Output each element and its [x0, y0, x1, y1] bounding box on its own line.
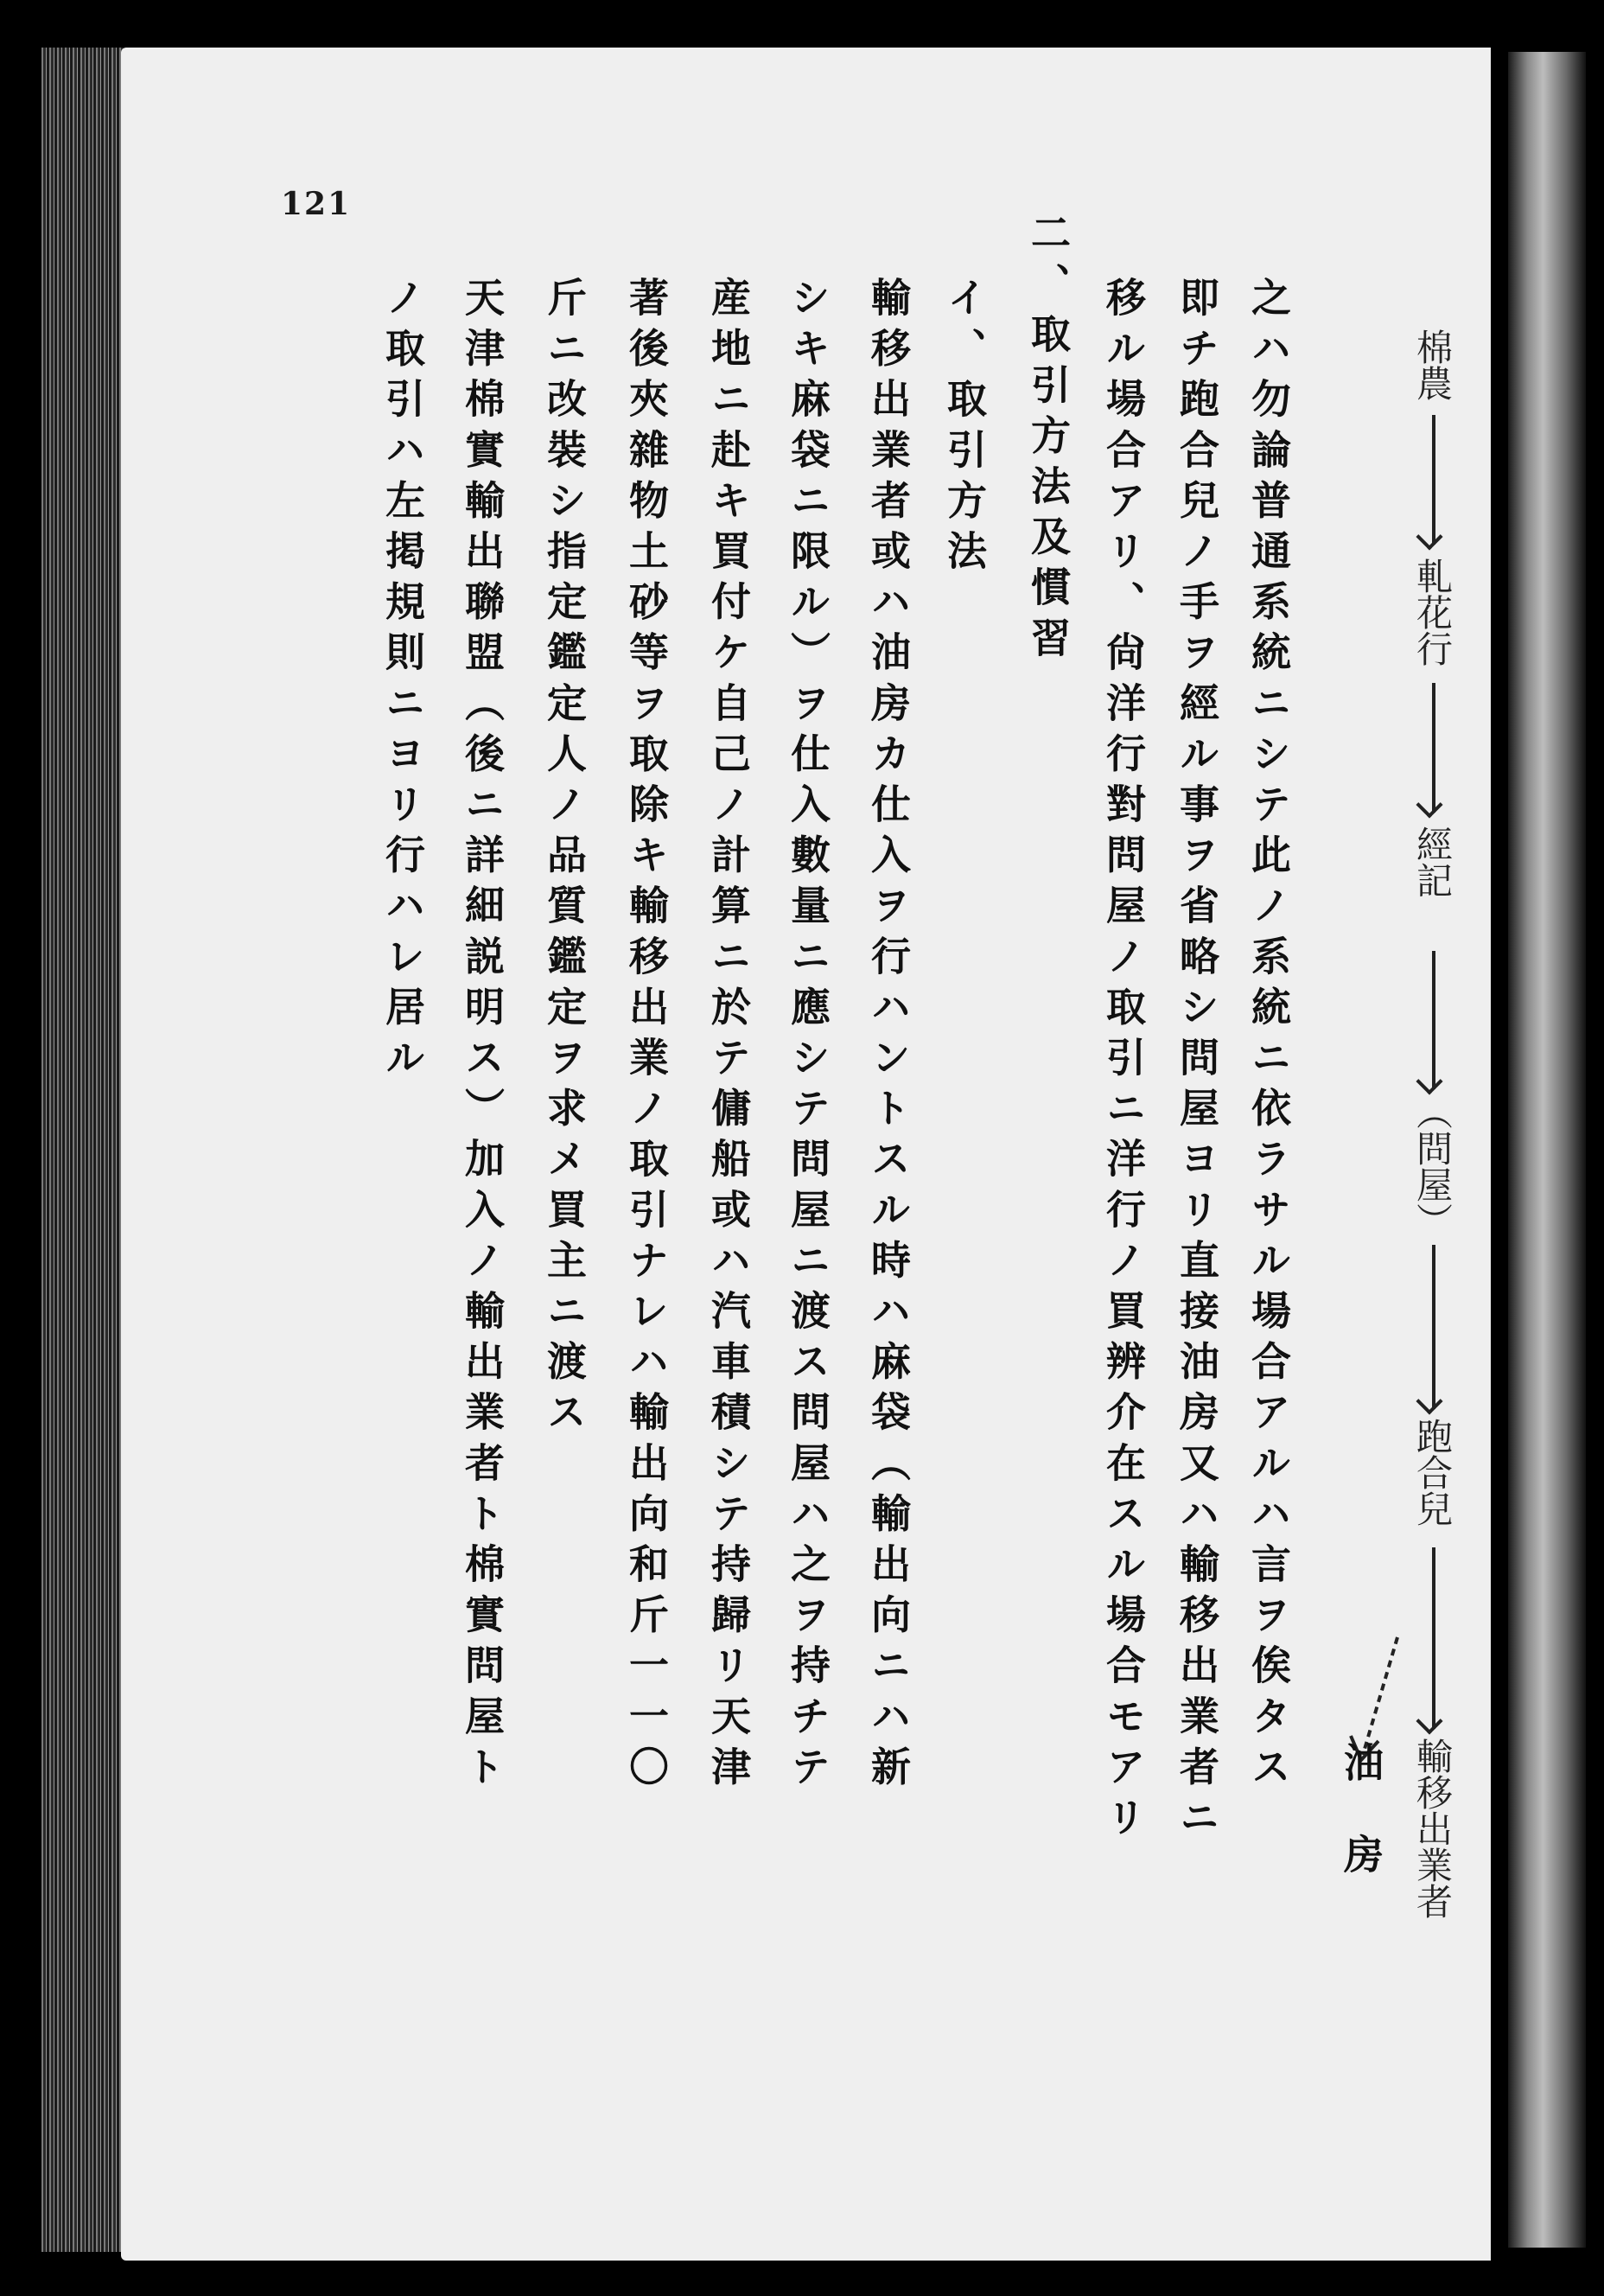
- flow-node-1: 棉農: [1411, 328, 1454, 401]
- page-number: 121: [281, 186, 352, 222]
- paragraph-2-line-2: シキ麻袋ニ限ル）ヲ仕入數量ニ應シテ問屋ニ渡ス問屋ハ之ヲ持チテ: [785, 277, 831, 1796]
- flow-arrow-4: [1432, 1245, 1435, 1409]
- flow-node-5: 跑合兒: [1411, 1418, 1454, 1527]
- adjacent-page: [1508, 52, 1586, 2248]
- flow-node-3: 經記: [1411, 826, 1454, 898]
- flow-node-4: （問屋）: [1411, 1094, 1454, 1239]
- paragraph-2-line-1: 輸移出業者或ハ油房カ仕入ヲ行ハントスル時ハ麻袋（輸出向ニハ新: [865, 277, 912, 1796]
- flow-branch-node: 油房: [1338, 1742, 1384, 1925]
- subsection-heading: イ、取引方法: [941, 277, 988, 581]
- flow-arrow-1: [1432, 415, 1435, 545]
- paragraph-1-line-2: 即チ跑合兒ノ手ヲ經ル事ヲ省略シ問屋ヨリ直接油房又ハ輸移出業者ニ: [1174, 277, 1220, 1847]
- paragraph-1-line-1: 之ハ勿論普通系統ニシテ此ノ系統ニ依ラサル場合アルハ言ヲ俟タス: [1245, 277, 1292, 1796]
- paragraph-1-line-3: 移ル場合アリ、尙洋行對問屋ノ取引ニ洋行ノ買辨介在スル場合モアリ: [1100, 277, 1147, 1847]
- section-heading: 二、取引方法及慣習: [1025, 212, 1072, 668]
- paragraph-2-line-4: 著後夾雜物土砂等ヲ取除キ輸移出業ノ取引ナレハ輸出向和斤一一〇: [623, 277, 670, 1796]
- paragraph-2-line-3: 産地ニ赴キ買付ケ自己ノ計算ニ於テ傭船或ハ汽車積シテ持歸リ天津: [705, 277, 752, 1796]
- flow-node-2: 軋花行: [1411, 558, 1454, 666]
- flow-arrow-5: [1432, 1547, 1435, 1729]
- flow-arrow-3: [1432, 951, 1435, 1089]
- flow-arrow-2: [1432, 683, 1435, 813]
- flow-node-6: 輸移出業者: [1411, 1738, 1454, 1919]
- paragraph-2-line-7: ノ取引ハ左掲規則ニヨリ行ハレ居ル: [379, 277, 426, 1087]
- book-edge: [41, 48, 124, 2252]
- paragraph-2-line-5: 斤ニ改裝シ指定鑑定人ノ品質鑑定ヲ求メ買主ニ渡ス: [541, 277, 588, 1442]
- paragraph-2-line-6: 天津棉實輸出聯盟（後ニ詳細説明ス）加入ノ輸出業者ト棉實問屋ト: [459, 277, 506, 1796]
